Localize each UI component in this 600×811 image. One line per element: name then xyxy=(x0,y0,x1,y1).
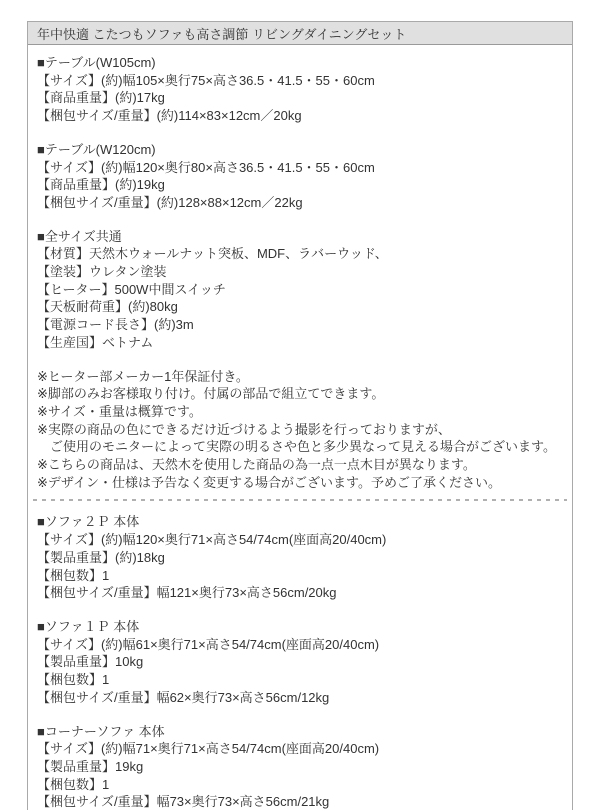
spec-section-table-w105 xyxy=(37,54,563,125)
panel-header xyxy=(28,22,572,45)
spec-line-package-count: 【梱包数】1 xyxy=(37,671,563,689)
section-heading: ■コーナーソファ 本体 xyxy=(37,723,563,741)
spec-line-size: 【サイズ】(約)幅105×奥行75×高さ36.5・41.5・55・60cm xyxy=(37,72,563,90)
notes-section xyxy=(37,368,563,492)
spec-section-sofa-2p xyxy=(37,513,563,602)
spec-line-package-count: 【梱包数】1 xyxy=(37,567,563,585)
spec-line-load: 【天板耐荷重】(約)80kg xyxy=(37,298,563,316)
spec-line-weight: 【商品重量】(約)17kg xyxy=(37,89,563,107)
spec-line-weight: 【商品重量】(約)19kg xyxy=(37,176,563,194)
note-line: ※ヒーター部メーカー1年保証付き。 xyxy=(37,368,563,386)
spec-line-package: 【梱包サイズ/重量】(約)114×83×12cm／20kg xyxy=(37,107,563,125)
section-heading: ■テーブル(W105cm) xyxy=(37,54,563,72)
spec-section-corner-sofa xyxy=(37,723,563,811)
note-line: ※実際の商品の色にできるだけ近づけるよう撮影を行っておりますが、 xyxy=(37,421,563,439)
spec-line-size: 【サイズ】(約)幅120×奥行71×高さ54/74cm(座面高20/40cm) xyxy=(37,531,563,549)
spec-line-country: 【生産国】ベトナム xyxy=(37,334,563,352)
note-line: ※サイズ・重量は概算です。 xyxy=(37,403,563,421)
spec-section-common xyxy=(37,228,563,352)
spec-line-size: 【サイズ】(約)幅120×奥行80×高さ36.5・41.5・55・60cm xyxy=(37,159,563,177)
note-line: ※デザイン・仕様は予告なく変更する場合がございます。予めご了承ください。 xyxy=(37,474,563,492)
section-heading: ■テーブル(W120cm) xyxy=(37,141,563,159)
spec-line-package: 【梱包サイズ/重量】幅62×奥行73×高さ56cm/12kg xyxy=(37,689,563,707)
spec-line-package: 【梱包サイズ/重量】幅121×奥行73×高さ56cm/20kg xyxy=(37,584,563,602)
product-spec-panel xyxy=(27,21,573,810)
note-line: ご使用のモニターによって実際の明るさや色と多少異なって見える場合がございます。 xyxy=(37,438,563,456)
spec-line-package: 【梱包サイズ/重量】幅73×奥行73×高さ56cm/21kg xyxy=(37,793,563,811)
section-heading: ■ソファ２Ｐ 本体 xyxy=(37,513,563,531)
spec-line-cord: 【電源コード長さ】(約)3m xyxy=(37,316,563,334)
spec-line-weight: 【製品重量】19kg xyxy=(37,758,563,776)
spec-line-package-count: 【梱包数】1 xyxy=(37,776,563,794)
note-line: ※脚部のみお客様取り付け。付属の部品で組立てできます。 xyxy=(37,385,563,403)
spec-line-weight: 【製品重量】10kg xyxy=(37,653,563,671)
panel-body xyxy=(28,45,572,811)
spec-section-table-w120 xyxy=(37,141,563,212)
dashed-divider xyxy=(33,499,567,501)
note-line: ※こちらの商品は、天然木を使用した商品の為一点一点木目が異なります。 xyxy=(37,456,563,474)
spec-line-weight: 【製品重量】(約)18kg xyxy=(37,549,563,567)
spec-line-coating: 【塗装】ウレタン塗装 xyxy=(37,263,563,281)
spec-line-size: 【サイズ】(約)幅61×奥行71×高さ54/74cm(座面高20/40cm) xyxy=(37,636,563,654)
section-heading: ■全サイズ共通 xyxy=(37,228,563,246)
spec-line-material: 【材質】天然木ウォールナット突板、MDF、ラバーウッド、 xyxy=(37,245,563,263)
spec-line-size: 【サイズ】(約)幅71×奥行71×高さ54/74cm(座面高20/40cm) xyxy=(37,740,563,758)
spec-section-sofa-1p xyxy=(37,618,563,707)
section-heading: ■ソファ１Ｐ 本体 xyxy=(37,618,563,636)
spec-line-heater: 【ヒーター】500W中間スイッチ xyxy=(37,281,563,299)
spec-line-package: 【梱包サイズ/重量】(約)128×88×12cm／22kg xyxy=(37,194,563,212)
panel-title: 年中快適 こたつもソファも高さ調節 リビングダイニングセット xyxy=(37,24,406,43)
